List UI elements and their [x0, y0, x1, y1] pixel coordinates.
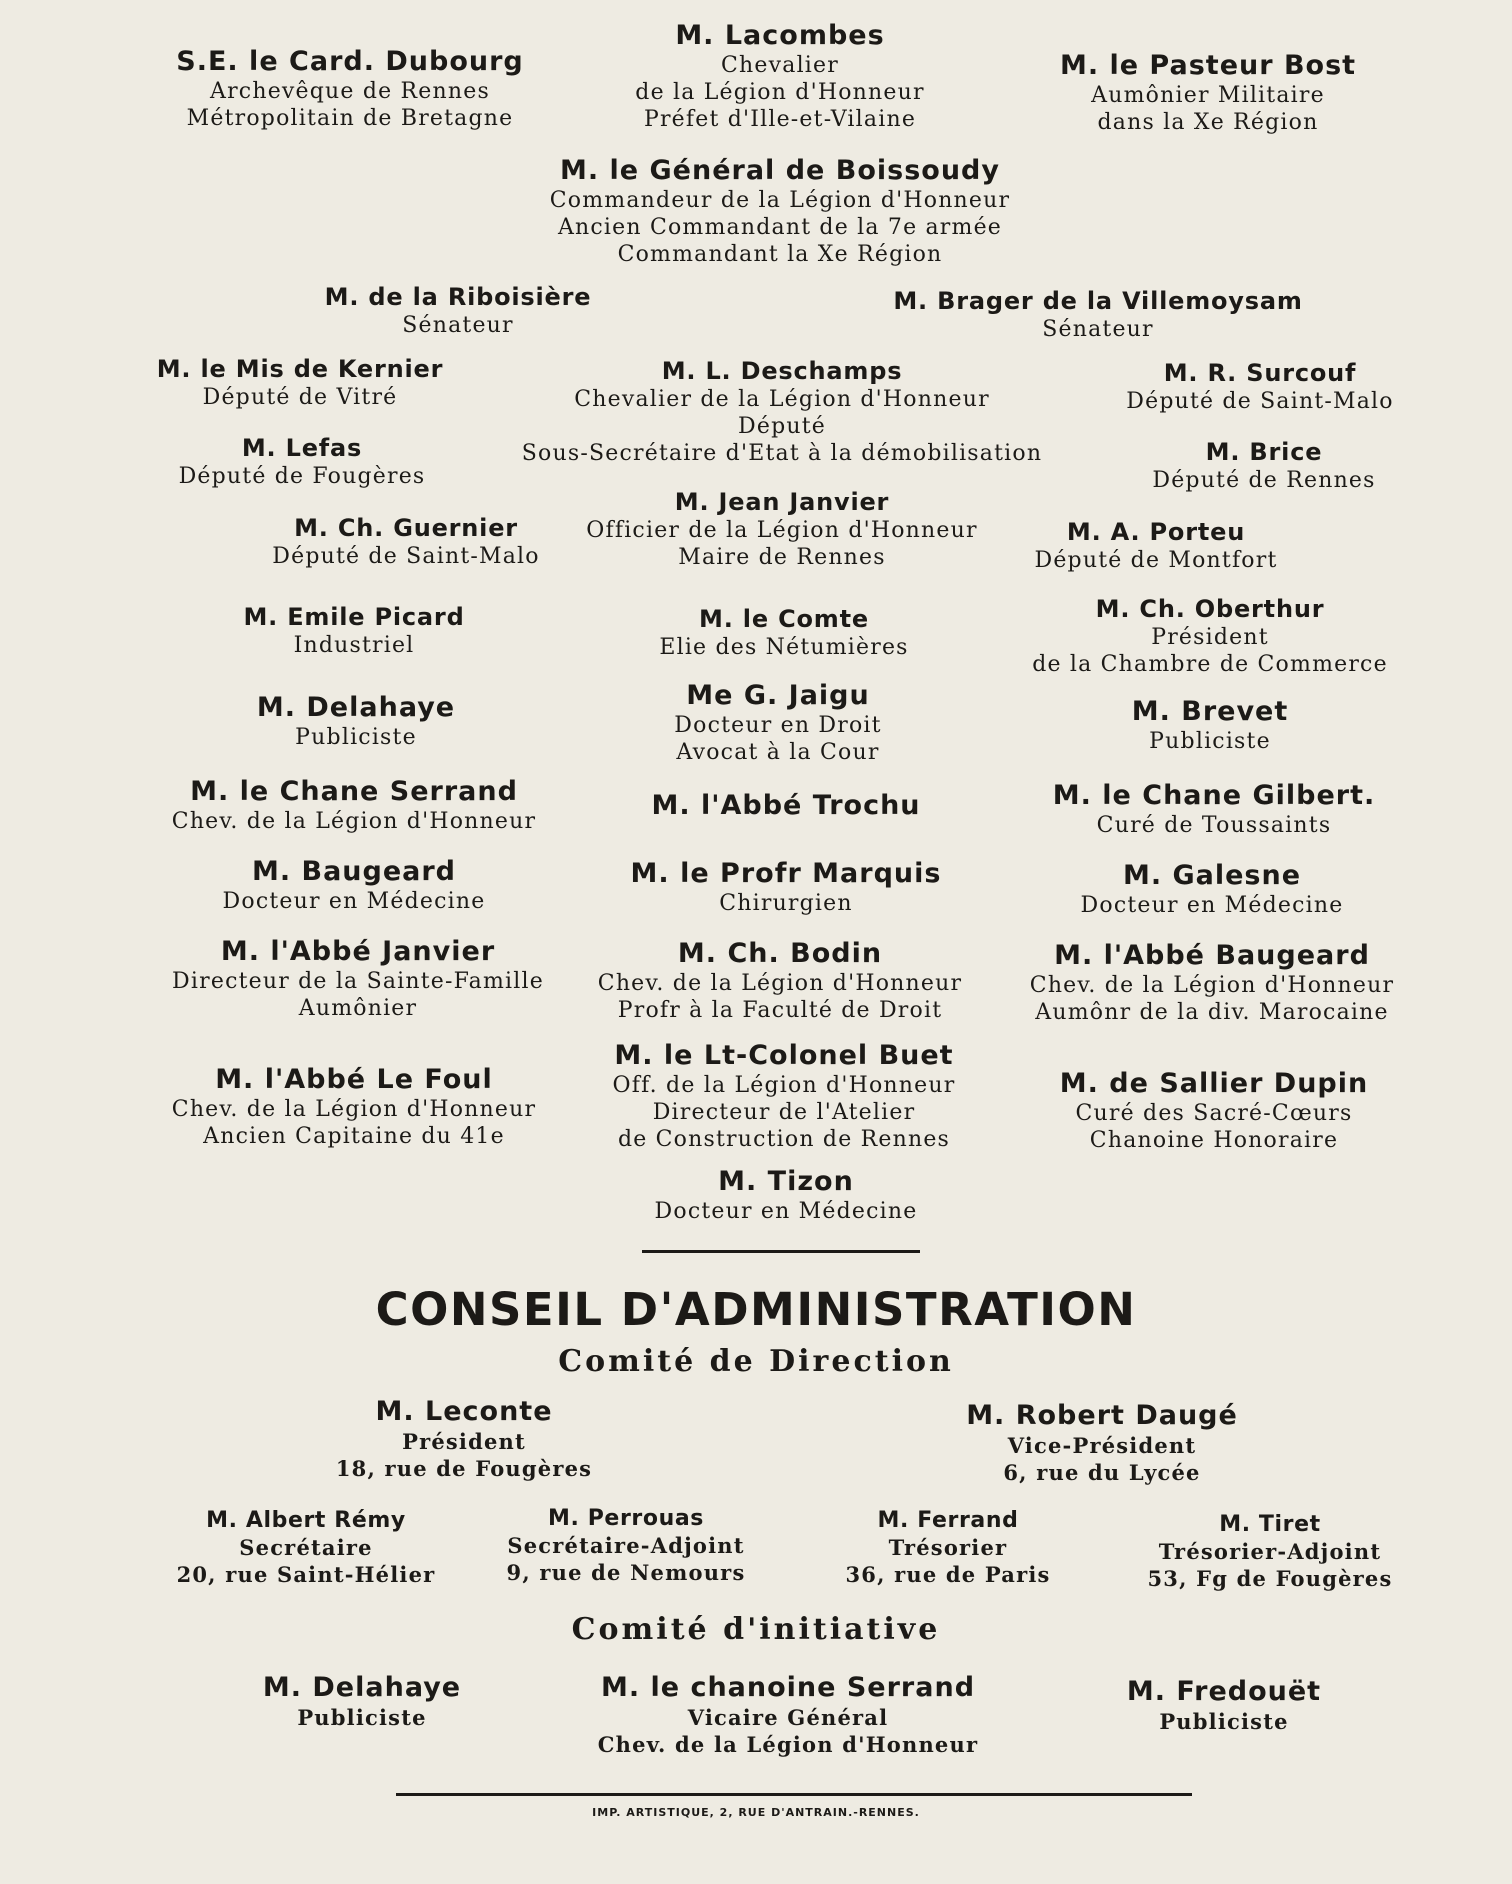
officer-name: M. Ferrand	[877, 1508, 1019, 1533]
officer-name: M. Albert Rémy	[206, 1508, 406, 1533]
officer-address: 53, Fg de Fougères	[1147, 1566, 1393, 1591]
member-title: Chirurgien	[719, 891, 853, 916]
member-entry	[176, 46, 523, 132]
member-title: Directeur de la Sainte-Famille	[172, 969, 544, 994]
member-name: M. Brevet	[1131, 696, 1289, 727]
member-entry	[172, 776, 536, 835]
member-title: Chanoine Honoraire	[1089, 1128, 1339, 1153]
member-title: dans la Xe Région	[1097, 110, 1319, 135]
member-name: M. Brice	[1205, 438, 1323, 466]
member-name: M. R. Surcouf	[1163, 359, 1357, 387]
member-entry	[613, 1040, 956, 1153]
member-title: Officier de la Légion d'Honneur	[586, 518, 978, 543]
officer-role: Secrétaire	[239, 1535, 373, 1560]
officer-name: M. Tiret	[1219, 1512, 1321, 1537]
member-title: Profr à la Faculté de Droit	[617, 998, 943, 1023]
member-title: Chevalier	[721, 53, 839, 78]
officer-entry	[263, 1672, 461, 1731]
member-title: Aumônier Militaire	[1091, 83, 1325, 108]
member-entry	[223, 856, 486, 915]
officer-entry	[966, 1400, 1238, 1486]
officer-address: 20, rue Saint-Hélier	[176, 1562, 436, 1587]
member-title: Ancien Capitaine du 41e	[203, 1124, 505, 1149]
member-title: Député de Saint-Malo	[272, 544, 540, 569]
member-title: Chev. de la Légion d'Honneur	[171, 1097, 537, 1122]
member-entry	[257, 692, 455, 751]
member-entry	[1126, 359, 1393, 415]
member-title: Archevêque de Rennes	[210, 79, 490, 104]
member-title: Publiciste	[295, 725, 417, 750]
member-name: M. de Sallier Dupin	[1059, 1068, 1369, 1099]
member-title: Avocat à la Cour	[676, 740, 880, 765]
member-name: M. Jean Janvier	[674, 488, 890, 516]
member-name: M. Delahaye	[256, 692, 456, 723]
member-entry	[1053, 780, 1375, 839]
member-entry	[598, 938, 962, 1024]
member-title: Président	[1151, 625, 1269, 650]
section-title: CONSEIL D'ADMINISTRATION	[375, 1283, 1137, 1336]
officer-entry	[336, 1396, 592, 1482]
member-entry	[522, 357, 1042, 467]
section-divider	[642, 1250, 920, 1253]
member-title: Député de Vitré	[202, 385, 398, 410]
member-title: Curé de Toussaints	[1096, 813, 1332, 838]
member-name: M. le Chane Serrand	[190, 776, 518, 807]
member-title: de la Chambre de Commerce	[1032, 652, 1388, 677]
member-name: M. Ch. Oberthur	[1095, 595, 1325, 623]
officer-address: 6, rue du Lycée	[1003, 1460, 1201, 1485]
member-name: S.E. le Card. Dubourg	[176, 46, 524, 77]
member-title: Docteur en Médecine	[1080, 893, 1344, 918]
printer-imprint: IMP. ARTISTIQUE, 2, RUE D'ANTRAIN.-RENNES.	[592, 1806, 920, 1819]
member-entry	[586, 488, 977, 571]
member-name: M. Lefas	[241, 434, 363, 462]
officer-entry	[1147, 1512, 1392, 1592]
officer-entry	[1127, 1676, 1321, 1735]
member-name: M. l'Abbé Baugeard	[1054, 940, 1370, 971]
officer-name: M. le chanoine Serrand	[600, 1672, 976, 1703]
member-name: M. L. Deschamps	[661, 357, 903, 385]
member-title: Métropolitain de Bretagne	[186, 106, 514, 131]
member-title: Docteur en Droit	[674, 713, 882, 738]
member-title: Député de Fougères	[178, 464, 426, 489]
officer-role: Publiciste	[1159, 1709, 1289, 1734]
officer-name: M. Leconte	[375, 1396, 553, 1427]
member-title: Docteur en Médecine	[222, 889, 486, 914]
member-entry	[1081, 860, 1344, 919]
member-title: Ancien Commandant de la 7e armée	[557, 215, 1003, 240]
member-name: M. Ch. Guernier	[294, 514, 518, 542]
member-title: Chev. de la Légion d'Honneur	[597, 971, 963, 996]
member-name: M. Ch. Bodin	[677, 938, 883, 969]
member-name: M. le Mis de Kernier	[156, 355, 444, 383]
member-title: Commandeur de la Légion d'Honneur	[549, 188, 1011, 213]
member-title: Off. de la Légion d'Honneur	[612, 1073, 956, 1098]
member-title: Député	[738, 414, 826, 439]
member-title: Directeur de l'Atelier	[652, 1100, 916, 1125]
officer-address: 36, rue de Paris	[845, 1562, 1051, 1587]
member-title: Aumônier	[298, 996, 418, 1021]
officer-entry	[177, 1508, 436, 1588]
member-entry	[1132, 696, 1289, 755]
member-name: M. le Chane Gilbert.	[1052, 780, 1376, 811]
officer-name: M. Delahaye	[262, 1672, 462, 1703]
member-title: Député de Montfort	[1034, 548, 1278, 573]
member-entry	[1060, 1068, 1368, 1154]
officer-name: M. Fredouët	[1126, 1676, 1322, 1707]
officer-role: Vice-Président	[1007, 1433, 1197, 1458]
member-entry	[179, 434, 426, 490]
member-title: Aumônr de la div. Marocaine	[1035, 1000, 1389, 1025]
member-entry	[1060, 50, 1356, 136]
member-entry	[550, 155, 1010, 268]
member-entry	[651, 790, 920, 822]
member-title: Sénateur	[402, 313, 514, 338]
officer-name: M. Robert Daugé	[966, 1400, 1238, 1431]
member-title: Publiciste	[1149, 729, 1271, 754]
member-entry	[1032, 595, 1388, 678]
member-name: M. Baugeard	[251, 856, 457, 887]
officer-role: Trésorier-Adjoint	[1158, 1539, 1382, 1564]
member-entry	[1030, 940, 1394, 1026]
officer-address: 18, rue de Fougères	[335, 1456, 593, 1481]
member-name: M. le Profr Marquis	[630, 858, 942, 889]
member-title: Industriel	[293, 633, 415, 658]
member-title: Docteur en Médecine	[654, 1199, 918, 1224]
member-title: de la Légion d'Honneur	[635, 80, 925, 105]
member-entry	[272, 514, 539, 570]
member-entry	[243, 603, 464, 659]
member-title: Préfet d'Ille-et-Vilaine	[643, 107, 917, 132]
member-name: M. l'Abbé Trochu	[651, 790, 921, 821]
member-title: de Construction de Rennes	[617, 1127, 951, 1152]
member-name: M. Emile Picard	[243, 603, 465, 631]
member-entry	[655, 1166, 918, 1225]
member-name: M. Brager de la Villemoysam	[893, 287, 1303, 315]
officer-address: 9, rue de Nemours	[506, 1560, 746, 1585]
footer-divider	[396, 1793, 1192, 1796]
member-name: M. l'Abbé Janvier	[220, 936, 496, 967]
member-name: M. le Général de Boissoudy	[560, 155, 1000, 186]
member-title: Elie des Nétumières	[659, 635, 909, 660]
member-title: Sénateur	[1042, 317, 1154, 342]
member-title: Sous-Secrétaire d'Etat à la démobilisation	[521, 441, 1043, 466]
officer-role: Secrétaire-Adjoint	[507, 1533, 745, 1558]
member-entry	[157, 355, 444, 411]
officer-role: Président	[402, 1429, 526, 1454]
member-title: Curé des Sacré-Cœurs	[1075, 1101, 1353, 1126]
member-title: Maire de Rennes	[678, 545, 886, 570]
member-entry	[1152, 438, 1375, 494]
member-title: Chev. de la Légion d'Honneur	[1029, 973, 1395, 998]
member-entry	[1035, 518, 1278, 574]
officer-role: Publiciste	[297, 1705, 427, 1730]
member-name: M. A. Porteu	[1066, 518, 1246, 546]
member-entry	[631, 858, 942, 917]
member-entry	[172, 1064, 536, 1150]
member-title: Chev. de la Légion d'Honneur	[171, 809, 537, 834]
officer-entry	[598, 1672, 978, 1758]
member-name: M. le Lt-Colonel Buet	[614, 1040, 954, 1071]
officer-role: Trésorier	[888, 1535, 1008, 1560]
member-title: Commandant la Xe Région	[617, 242, 943, 267]
officer-entry	[845, 1508, 1050, 1588]
member-name: M. Tizon	[718, 1166, 854, 1197]
member-entry	[325, 283, 592, 339]
officer-role: Vicaire Général	[687, 1705, 889, 1730]
member-entry	[893, 287, 1302, 343]
comite-direction-title: Comité de Direction	[558, 1344, 954, 1379]
member-title: Chevalier de la Légion d'Honneur	[574, 387, 990, 412]
member-name: M. le Pasteur Bost	[1059, 50, 1357, 81]
member-name: Me G. Jaigu	[686, 680, 870, 711]
comite-initiative-title: Comité d'initiative	[571, 1612, 941, 1647]
member-name: M. Lacombes	[675, 20, 885, 51]
officer-name: M. Perrouas	[548, 1506, 704, 1531]
member-entry	[635, 20, 924, 133]
member-name: M. Galesne	[1122, 860, 1302, 891]
member-title: Député de Saint-Malo	[1126, 389, 1394, 414]
officer-entry	[507, 1506, 746, 1586]
member-name: M. le Comte	[699, 605, 869, 633]
member-name: M. de la Riboisière	[324, 283, 592, 311]
member-entry	[674, 680, 881, 766]
officer-role: Chev. de la Légion d'Honneur	[597, 1732, 979, 1757]
member-title: Député de Rennes	[1152, 468, 1376, 493]
member-entry	[172, 936, 544, 1022]
member-name: M. l'Abbé Le Foul	[215, 1064, 493, 1095]
member-entry	[659, 605, 908, 661]
